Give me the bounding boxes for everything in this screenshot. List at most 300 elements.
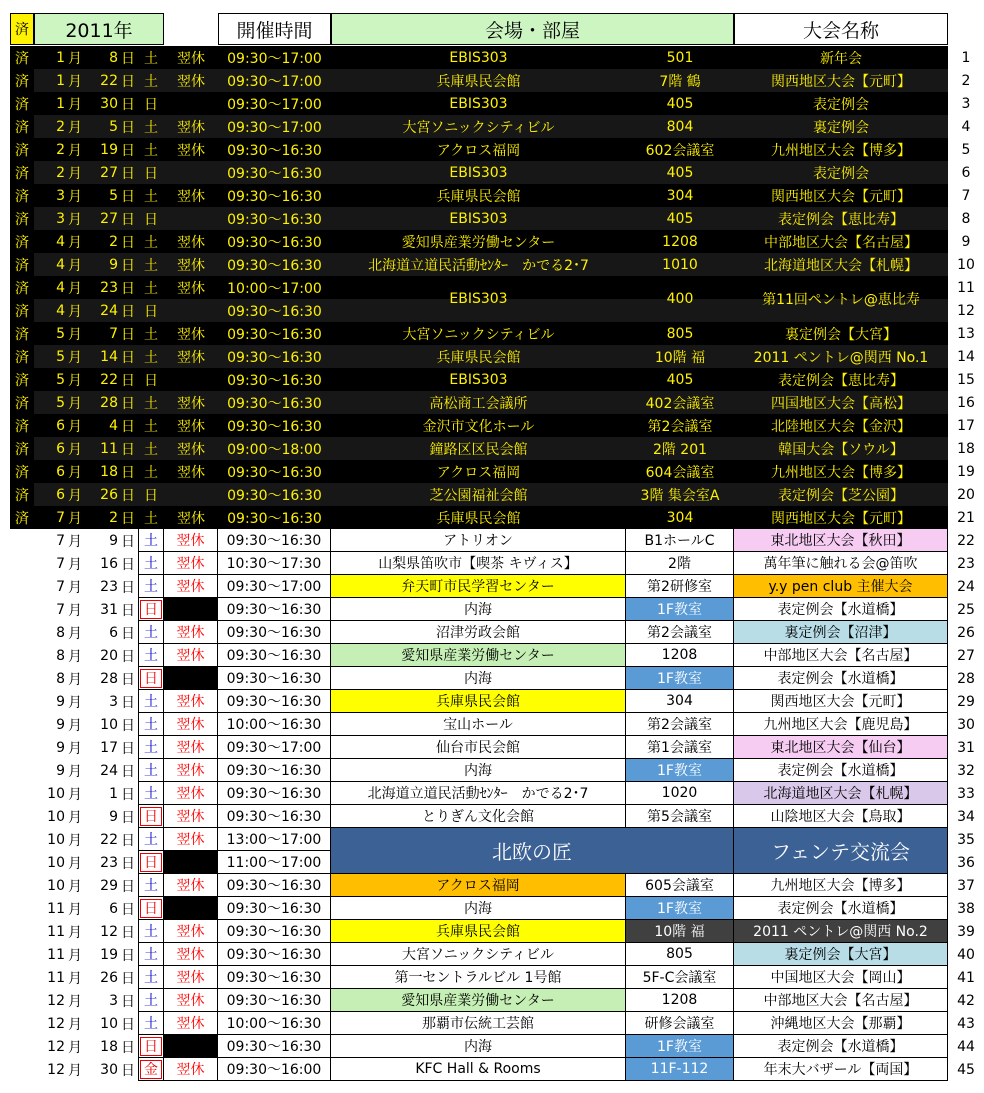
month-label: 月 — [68, 533, 82, 550]
day-value: 24 — [100, 302, 118, 319]
day-label: 日 — [121, 809, 135, 826]
event-name: 裏定例会 — [813, 119, 869, 136]
weekday: 土 — [144, 142, 158, 159]
weekday: 土 — [138, 575, 164, 598]
weekday: 土 — [138, 920, 164, 943]
venue-name: とりぎん文化会館 — [331, 805, 626, 828]
venue-name: 仙台市民会館 — [331, 736, 626, 759]
row-number: 15 — [948, 368, 984, 391]
day-value: 5 — [109, 118, 118, 135]
month-value: 8 — [56, 624, 65, 641]
time-range: 09:00～18:00 — [227, 441, 322, 458]
time-range: 09:30～16:30 — [218, 759, 331, 782]
room-name: 405 — [666, 210, 694, 227]
month-value: 10 — [47, 808, 65, 825]
room-name: 1010 — [662, 256, 698, 273]
weekday: 土 — [138, 874, 164, 897]
month-value: 9 — [56, 716, 65, 733]
venue-name: アクロス福岡 — [331, 874, 626, 897]
event-name: 沖縄地区大会【那覇】 — [734, 1012, 948, 1035]
venue-name: 兵庫県民会館 — [331, 690, 626, 713]
weekday: 土 — [144, 234, 158, 251]
month-label: 月 — [68, 924, 82, 941]
month-label: 月 — [68, 809, 82, 826]
weekday: 金 — [138, 1058, 164, 1081]
table-row — [10, 759, 984, 782]
day-value: 30 — [100, 1061, 118, 1078]
weekday: 日 — [144, 303, 158, 320]
month-label: 月 — [68, 326, 82, 343]
time-range: 09:30～16:30 — [218, 897, 331, 920]
table-row — [10, 966, 984, 989]
holiday-note: 翌休 — [177, 50, 205, 67]
month-label: 月 — [68, 648, 82, 665]
table-row — [10, 161, 984, 184]
done-mark: 済 — [10, 299, 34, 322]
table-row — [10, 483, 984, 506]
event-name: フェンテ交流会 — [734, 828, 948, 874]
table-row — [10, 529, 984, 552]
month-label: 月 — [68, 717, 82, 734]
room-name: 第2会議室 — [647, 418, 713, 435]
weekday: 土 — [138, 943, 164, 966]
event-name: 韓国大会【ソウル】 — [778, 441, 904, 458]
holiday-empty — [164, 1035, 218, 1058]
time-range: 10:00～16:30 — [218, 713, 331, 736]
event-name: y.y pen club 主催大会 — [734, 575, 948, 598]
event-name: 関西地区大会【元町】 — [771, 73, 911, 90]
holiday-note: 翌休 — [164, 713, 218, 736]
month-value: 6 — [56, 463, 65, 480]
table-row — [10, 322, 984, 345]
table-row — [10, 667, 984, 690]
room-name: 第2研修室 — [626, 575, 734, 598]
month-value: 5 — [56, 325, 65, 342]
weekday: 土 — [138, 782, 164, 805]
venue-name: EBIS303 — [449, 164, 508, 181]
event-name: 年末大バザール【両国】 — [734, 1058, 948, 1081]
holiday-note: 翌休 — [177, 142, 205, 159]
weekday: 土 — [144, 73, 158, 90]
event-name: 表定例会【水道橋】 — [734, 1035, 948, 1058]
day-value: 10 — [100, 716, 118, 733]
done-mark: 済 — [10, 483, 34, 506]
holiday-note: 翌休 — [164, 759, 218, 782]
day-value: 4 — [109, 417, 118, 434]
day-value: 19 — [100, 141, 118, 158]
event-name: 中部地区大会【名古屋】 — [764, 234, 918, 251]
holiday-note: 翌休 — [164, 1012, 218, 1035]
event-name: 関西地区大会【元町】 — [771, 188, 911, 205]
month-label: 月 — [68, 418, 82, 435]
month-value: 5 — [56, 371, 65, 388]
day-label: 日 — [121, 372, 135, 389]
venue-name: 第一セントラルビル 1号館 — [331, 966, 626, 989]
month-label: 月 — [68, 970, 82, 987]
day-value: 3 — [109, 693, 118, 710]
day-label: 日 — [121, 763, 135, 780]
day-label: 日 — [121, 50, 135, 67]
room-name: 第2会議室 — [626, 713, 734, 736]
month-value: 10 — [47, 785, 65, 802]
table-row — [10, 736, 984, 759]
weekday: 土 — [138, 690, 164, 713]
month-value: 8 — [56, 647, 65, 664]
weekday: 日 — [138, 667, 164, 690]
month-value: 12 — [47, 1061, 65, 1078]
table-row — [10, 1012, 984, 1035]
event-name: 表定例会【水道橋】 — [734, 598, 948, 621]
row-number: 14 — [948, 345, 984, 368]
holiday-empty — [164, 299, 218, 322]
day-value: 8 — [109, 49, 118, 66]
done-mark: 済 — [10, 69, 34, 92]
day-label: 日 — [121, 855, 135, 872]
weekday: 日 — [144, 165, 158, 182]
room-name: 304 — [626, 690, 734, 713]
month-value: 1 — [56, 49, 65, 66]
holiday-note: 翌休 — [177, 510, 205, 527]
row-number: 4 — [948, 115, 984, 138]
month-label: 月 — [68, 257, 82, 274]
day-value: 26 — [100, 486, 118, 503]
month-label: 月 — [68, 96, 82, 113]
month-value: 1 — [56, 95, 65, 112]
weekday: 土 — [144, 349, 158, 366]
time-range: 09:30～16:30 — [227, 349, 322, 366]
event-name: 東北地区大会【仙台】 — [734, 736, 948, 759]
month-label: 月 — [68, 211, 82, 228]
month-value: 12 — [47, 1015, 65, 1032]
event-name: 関西地区大会【元町】 — [771, 510, 911, 527]
month-value: 7 — [56, 601, 65, 618]
venue-name: 鐘路区区民会館 — [429, 441, 528, 458]
day-value: 6 — [109, 624, 118, 641]
room-name: 10階 福 — [626, 920, 734, 943]
time-range: 09:30～16:30 — [227, 257, 322, 274]
row-number: 38 — [948, 897, 984, 920]
holiday-note: 翌休 — [177, 234, 205, 251]
holiday-note: 翌休 — [164, 575, 218, 598]
room-name: 2階 — [626, 552, 734, 575]
weekday: 土 — [144, 50, 158, 67]
event-name: 表定例会【恵比寿】 — [778, 211, 904, 228]
row-number: 26 — [948, 621, 984, 644]
venue-name: 北欧の匠 — [331, 828, 734, 874]
day-label: 日 — [121, 96, 135, 113]
holiday-note: 翌休 — [164, 782, 218, 805]
room-name: 1020 — [626, 782, 734, 805]
day-label: 日 — [121, 349, 135, 366]
venue-name: 金沢市文化ホール — [422, 418, 535, 435]
month-label: 月 — [68, 763, 82, 780]
month-value: 9 — [56, 739, 65, 756]
table-row — [10, 69, 984, 92]
weekday: 土 — [138, 552, 164, 575]
row-number: 6 — [948, 161, 984, 184]
month-value: 8 — [56, 670, 65, 687]
table-row — [10, 460, 984, 483]
table-row — [10, 92, 984, 115]
month-value: 4 — [56, 256, 65, 273]
day-value: 23 — [100, 279, 118, 296]
holiday-note: 翌休 — [177, 188, 205, 205]
weekday: 土 — [144, 418, 158, 435]
time-range: 10:30～17:30 — [218, 552, 331, 575]
month-label: 月 — [68, 1062, 82, 1079]
holiday-note: 翌休 — [164, 828, 218, 851]
day-label: 日 — [121, 234, 135, 251]
month-label: 月 — [68, 1016, 82, 1033]
event-name: 北海道地区大会【札幌】 — [764, 257, 918, 274]
time-range: 09:30～16:30 — [227, 165, 322, 182]
weekday: 土 — [138, 759, 164, 782]
weekday: 日 — [144, 96, 158, 113]
event-name: 北陸地区大会【金沢】 — [771, 418, 911, 435]
day-value: 11 — [100, 440, 118, 457]
day-label: 日 — [121, 556, 135, 573]
room-name: 1208 — [626, 989, 734, 1012]
row-number: 18 — [948, 437, 984, 460]
room-name: 805 — [666, 325, 694, 342]
time-range: 09:30～17:00 — [227, 50, 322, 67]
day-label: 日 — [121, 832, 135, 849]
table-row — [10, 575, 984, 598]
done-mark: 済 — [10, 460, 34, 483]
room-name: 第2会議室 — [626, 621, 734, 644]
venue-name: 大宮ソニックシティビル — [331, 943, 626, 966]
header-done-mark: 済 — [10, 13, 34, 45]
row-number: 11 — [948, 276, 984, 299]
row-number: 1 — [948, 46, 984, 69]
weekday: 日 — [144, 211, 158, 228]
venue-name: 兵庫県民会館 — [436, 510, 521, 527]
day-label: 日 — [121, 625, 135, 642]
venue-name: 内海 — [331, 667, 626, 690]
month-value: 9 — [56, 693, 65, 710]
day-value: 2 — [109, 233, 118, 250]
event-name: 中国地区大会【岡山】 — [734, 966, 948, 989]
month-label: 月 — [68, 188, 82, 205]
day-label: 日 — [121, 924, 135, 941]
table-row — [10, 690, 984, 713]
room-name: 11F-112 — [626, 1058, 734, 1081]
month-value: 11 — [47, 969, 65, 986]
weekday: 土 — [138, 621, 164, 644]
time-range: 09:30～16:30 — [227, 303, 322, 320]
day-label: 日 — [121, 717, 135, 734]
day-label: 日 — [121, 211, 135, 228]
day-value: 17 — [100, 739, 118, 756]
holiday-note: 翌休 — [164, 621, 218, 644]
day-label: 日 — [121, 257, 135, 274]
weekday: 土 — [138, 828, 164, 851]
room-name: 804 — [666, 118, 694, 135]
holiday-note: 翌休 — [177, 464, 205, 481]
venue-name: 山梨県笛吹市【喫茶 キヴィス】 — [331, 552, 626, 575]
event-name: 表定例会 — [813, 165, 869, 182]
day-value: 30 — [100, 95, 118, 112]
day-value: 16 — [100, 555, 118, 572]
table-row — [10, 621, 984, 644]
room-name: 3階 集会室A — [640, 487, 720, 504]
day-label: 日 — [121, 1062, 135, 1079]
row-number: 19 — [948, 460, 984, 483]
day-label: 日 — [121, 786, 135, 803]
holiday-note: 翌休 — [164, 552, 218, 575]
room-name: 1F教室 — [626, 759, 734, 782]
time-range: 09:30～16:30 — [218, 805, 331, 828]
table-row — [10, 253, 984, 276]
event-name: 九州地区大会【鹿児島】 — [734, 713, 948, 736]
venue-name: アトリオン — [331, 529, 626, 552]
weekday: 土 — [138, 529, 164, 552]
event-name: 表定例会【恵比寿】 — [778, 372, 904, 389]
holiday-note: 翌休 — [177, 349, 205, 366]
day-label: 日 — [121, 901, 135, 918]
room-name: 1F教室 — [626, 1035, 734, 1058]
row-number: 22 — [948, 529, 984, 552]
day-label: 日 — [121, 73, 135, 90]
month-label: 月 — [68, 303, 82, 320]
month-label: 月 — [68, 372, 82, 389]
row-number: 32 — [948, 759, 984, 782]
month-label: 月 — [68, 901, 82, 918]
venue-name: 兵庫県民会館 — [331, 920, 626, 943]
month-label: 月 — [68, 510, 82, 527]
holiday-note: 翌休 — [164, 690, 218, 713]
weekday: 日 — [138, 897, 164, 920]
day-label: 日 — [121, 303, 135, 320]
table-row — [10, 782, 984, 805]
time-range: 09:30～17:00 — [227, 73, 322, 90]
venue-name: 内海 — [331, 897, 626, 920]
row-number: 23 — [948, 552, 984, 575]
header-time: 開催時間 — [218, 13, 331, 45]
time-range: 09:30～16:30 — [218, 644, 331, 667]
month-label: 月 — [68, 165, 82, 182]
holiday-empty — [164, 851, 218, 874]
room-name: 2階 201 — [652, 441, 708, 458]
day-label: 日 — [121, 464, 135, 481]
venue-name: 弁天町市民学習センター — [331, 575, 626, 598]
day-value: 2 — [109, 509, 118, 526]
day-label: 日 — [121, 119, 135, 136]
table-row — [10, 207, 984, 230]
day-value: 18 — [100, 463, 118, 480]
month-value: 11 — [47, 923, 65, 940]
venue-name: 宝山ホール — [331, 713, 626, 736]
day-label: 日 — [121, 1016, 135, 1033]
row-number: 2 — [948, 69, 984, 92]
row-number: 36 — [948, 851, 984, 874]
holiday-note: 翌休 — [164, 805, 218, 828]
venue-name: 高松商工会議所 — [429, 395, 528, 412]
day-label: 日 — [121, 165, 135, 182]
day-label: 日 — [121, 395, 135, 412]
day-value: 1 — [109, 785, 118, 802]
day-label: 日 — [121, 487, 135, 504]
day-value: 14 — [100, 348, 118, 365]
day-value: 6 — [109, 900, 118, 917]
time-range: 09:30～16:30 — [218, 874, 331, 897]
room-name: 405 — [666, 95, 694, 112]
day-value: 23 — [100, 578, 118, 595]
table-row — [10, 598, 984, 621]
weekday: 日 — [138, 805, 164, 828]
time-range: 09:30～16:30 — [227, 142, 322, 159]
room-name: 304 — [666, 509, 694, 526]
time-range: 11:00～17:00 — [218, 851, 331, 874]
event-name: 九州地区大会【博多】 — [771, 142, 911, 159]
day-value: 24 — [100, 762, 118, 779]
time-range: 09:30～16:30 — [218, 529, 331, 552]
weekday: 土 — [144, 119, 158, 136]
row-number: 37 — [948, 874, 984, 897]
event-name: 裏定例会【大宮】 — [734, 943, 948, 966]
month-label: 月 — [68, 234, 82, 251]
time-range: 10:00～17:00 — [227, 280, 322, 297]
row-number: 12 — [948, 299, 984, 322]
row-number: 33 — [948, 782, 984, 805]
month-label: 月 — [68, 855, 82, 872]
holiday-note: 翌休 — [164, 736, 218, 759]
done-mark: 済 — [10, 184, 34, 207]
row-number: 29 — [948, 690, 984, 713]
row-number: 10 — [948, 253, 984, 276]
day-value: 22 — [100, 371, 118, 388]
time-range: 09:30～16:30 — [218, 621, 331, 644]
table-row — [10, 506, 984, 529]
day-label: 日 — [121, 602, 135, 619]
venue-name: 大宮ソニックシティビル — [402, 119, 555, 136]
event-name: 表定例会【水道橋】 — [734, 897, 948, 920]
month-label: 月 — [68, 786, 82, 803]
day-value: 9 — [109, 808, 118, 825]
venue-name: 北海道立道民活動ｾﾝﾀｰ かでる2･7 — [368, 257, 589, 274]
day-value: 12 — [100, 923, 118, 940]
time-range: 09:30～16:30 — [227, 372, 322, 389]
holiday-empty — [164, 161, 218, 184]
weekday: 土 — [144, 326, 158, 343]
time-range: 09:30～16:30 — [227, 464, 322, 481]
holiday-empty — [164, 483, 218, 506]
holiday-empty — [164, 92, 218, 115]
time-range: 09:30～16:30 — [218, 966, 331, 989]
done-mark: 済 — [10, 161, 34, 184]
table-row — [10, 437, 984, 460]
month-value: 10 — [47, 877, 65, 894]
event-name: 裏定例会【沼津】 — [734, 621, 948, 644]
day-label: 日 — [121, 142, 135, 159]
room-name: 1F教室 — [626, 897, 734, 920]
day-label: 日 — [121, 188, 135, 205]
month-label: 月 — [68, 1039, 82, 1056]
day-label: 日 — [121, 510, 135, 527]
holiday-note: 翌休 — [177, 418, 205, 435]
holiday-note: 翌休 — [177, 73, 205, 90]
month-value: 11 — [47, 900, 65, 917]
time-range: 13:00～17:00 — [218, 828, 331, 851]
venue-name: 那覇市伝統工芸館 — [331, 1012, 626, 1035]
month-label: 月 — [68, 50, 82, 67]
done-mark: 済 — [10, 92, 34, 115]
event-name: 表定例会【芝公園】 — [778, 487, 904, 504]
month-value: 5 — [56, 394, 65, 411]
weekday: 土 — [138, 966, 164, 989]
month-label: 月 — [68, 694, 82, 711]
venue-name: 愛知県産業労働センター — [401, 234, 556, 251]
